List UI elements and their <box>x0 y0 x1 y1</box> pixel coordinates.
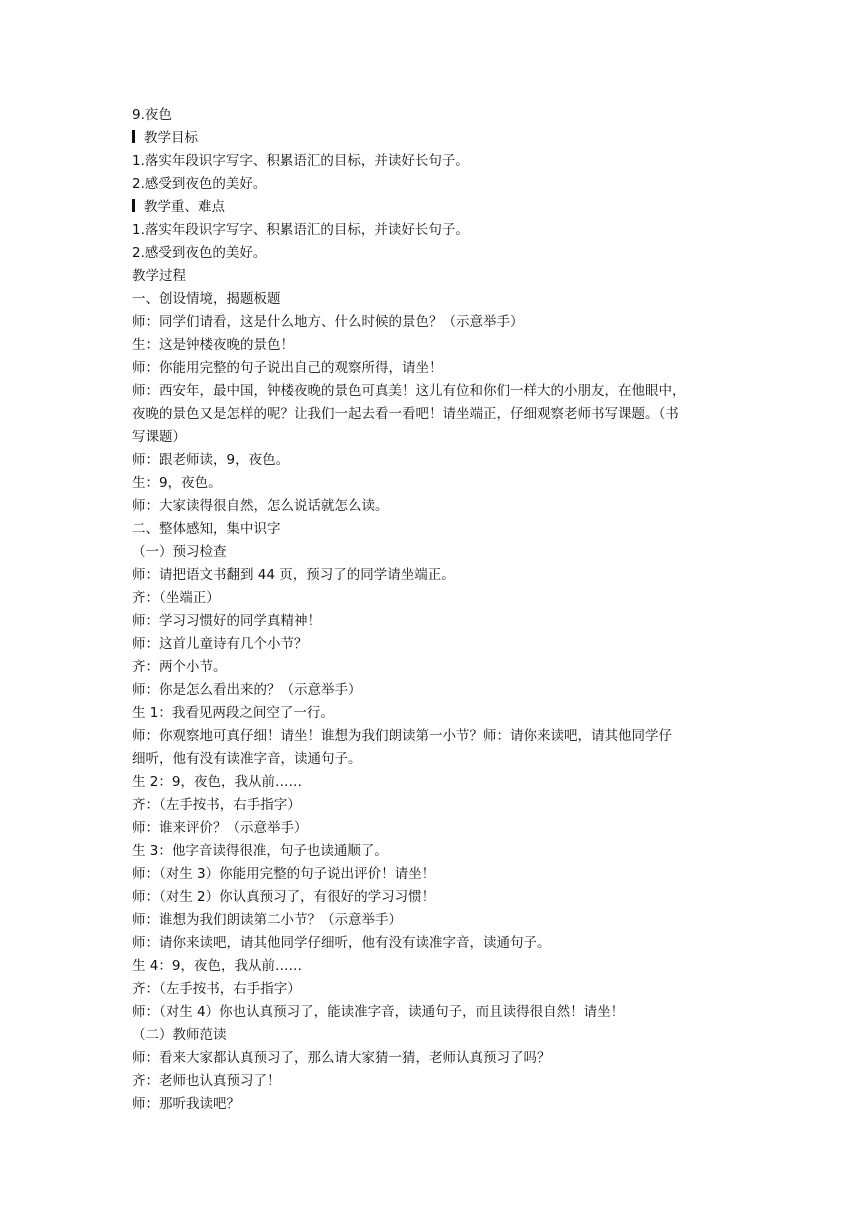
dialogue-line: 师：西安年，最中国，钟楼夜晚的景色可真美！这儿有位和你们一样大的小朋友，在他眼中， <box>132 383 686 399</box>
dialogue-line: 师：请把语文书翻到 44 页，预习了的同学请坐端正。 <box>132 567 455 583</box>
subsection-heading: （二）教师范读 <box>132 1027 227 1043</box>
dialogue-line: 生：这是钟楼夜晚的景色！ <box>132 337 294 353</box>
dialogue-line-continued: 写课题） <box>132 429 186 445</box>
dialogue-line: 师：跟老师读，9，夜色。 <box>132 452 290 468</box>
section-heading-goals: 教学目标 <box>132 127 732 150</box>
dialogue-line-continued: 夜晚的景色又是怎样的呢？让我们一起去看一看吧！请坐端正，仔细观察老师书写课题。（书 <box>132 406 679 422</box>
dialogue-line: 生 2：9，夜色，我从前…… <box>132 774 302 790</box>
dialogue-line: 生 3：他字音读得很准，句子也读通顺了。 <box>132 843 388 859</box>
dialogue-line: 生 1：我看见两段之间空了一行。 <box>132 705 334 721</box>
dialogue-line: 师：请你来读吧，请其他同学仔细听，他有没有读准字音，读通句子。 <box>132 935 551 951</box>
key-point-item: 2.感受到夜色的美好。 <box>132 245 267 261</box>
heading-bar-icon <box>132 130 135 143</box>
dialogue-line: 师：大家读得很自然，怎么说话就怎么读。 <box>132 498 389 514</box>
dialogue-line: 师：学习习惯好的同学真精神！ <box>132 613 321 629</box>
key-point-item: 1.落实年段识字写字、积累语汇的目标，并读好长句子。 <box>132 222 469 238</box>
dialogue-line-continued: 细听，他有没有读准字音，读通句子。 <box>132 751 362 767</box>
dialogue-line: 齐：（坐端正） <box>132 590 220 606</box>
dialogue-line: 师：那听我读吧？ <box>132 1096 240 1112</box>
dialogue-line: 师：（对生 2）你认真预习了，有很好的学习习惯！ <box>132 889 436 905</box>
section-heading-process: 教学过程 <box>132 268 186 284</box>
part-heading: 二、整体感知，集中识字 <box>132 521 281 537</box>
goal-item: 1.落实年段识字写字、积累语汇的目标，并读好长句子。 <box>132 153 469 169</box>
dialogue-line: 师：你是怎么看出来的？（示意举手） <box>132 682 362 698</box>
dialogue-line: 师：你观察地可真仔细！请坐！谁想为我们朗读第一小节？师：请你来读吧，请其他同学仔 <box>132 728 672 744</box>
dialogue-line: 师：看来大家都认真预习了，那么请大家猜一猜，老师认真预习了吗？ <box>132 1050 551 1066</box>
dialogue-line: 师：谁来评价？（示意举手） <box>132 820 308 836</box>
dialogue-line: 师：（对生 4）你也认真预习了，能读准字音，读通句子，而且读得很自然！请坐！ <box>132 1004 625 1020</box>
subsection-heading: （一）预习检查 <box>132 544 227 560</box>
dialogue-line: 齐：两个小节。 <box>132 659 227 675</box>
dialogue-line: 生 4：9，夜色，我从前…… <box>132 958 302 974</box>
dialogue-line: 齐：老师也认真预习了！ <box>132 1073 281 1089</box>
document-title: 9.夜色 <box>132 107 172 123</box>
dialogue-line: 师：这首儿童诗有几个小节？ <box>132 636 308 652</box>
dialogue-line: 生：9，夜色。 <box>132 475 222 491</box>
dialogue-line: 齐：（左手按书，右手指字） <box>132 797 301 813</box>
dialogue-line: 师：同学们请看，这是什么地方、什么时候的景色？（示意举手） <box>132 314 524 330</box>
heading-bar-icon <box>132 199 135 212</box>
dialogue-line: 齐：（左手按书，右手指字） <box>132 981 301 997</box>
dialogue-line: 师：（对生 3）你能用完整的句子说出评价！请坐！ <box>132 866 436 882</box>
dialogue-line: 师：你能用完整的句子说出自己的观察所得，请坐！ <box>132 360 443 376</box>
dialogue-line: 师：谁想为我们朗读第二小节？（示意举手） <box>132 912 402 928</box>
document-page <box>132 104 732 1116</box>
section-heading-key-points: 教学重、难点 <box>132 196 732 219</box>
goal-item: 2.感受到夜色的美好。 <box>132 176 267 192</box>
part-heading: 一、创设情境，揭题板题 <box>132 291 281 307</box>
